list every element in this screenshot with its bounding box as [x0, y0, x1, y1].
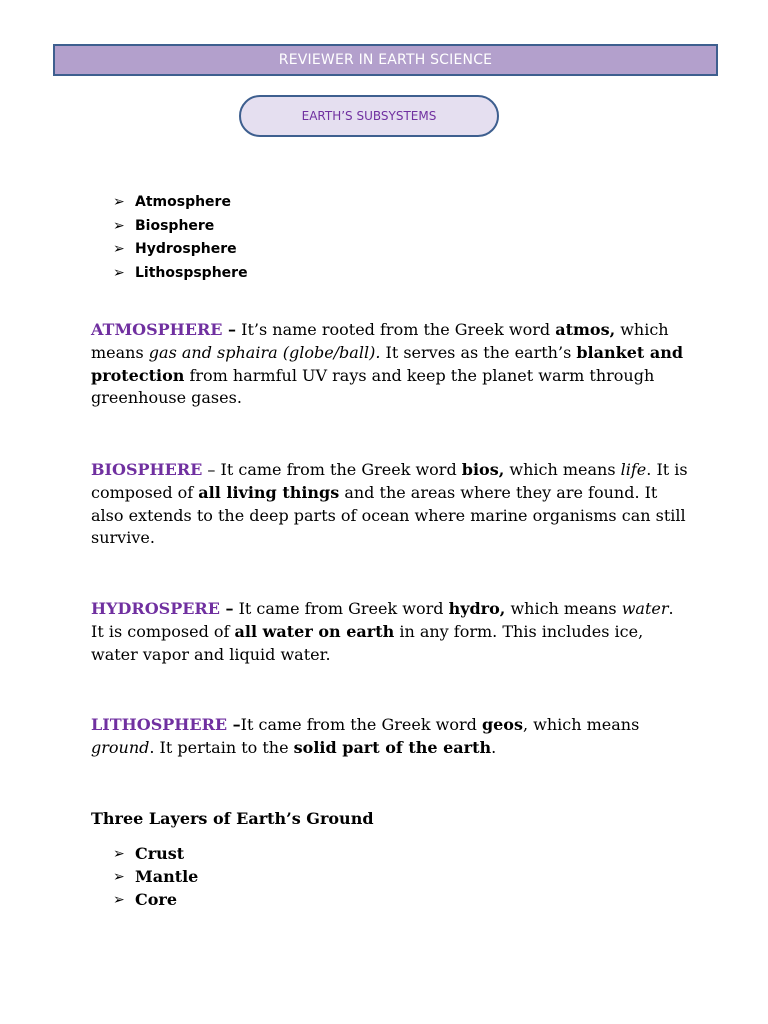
paragraph-text: in any form. This includes ice, water vapor and liquid water.: [91, 621, 644, 664]
arrow-bullet-icon: ➢: [113, 264, 125, 281]
bold-text: blanket and protection: [91, 342, 684, 385]
list-item-label: Lithospsphere: [135, 264, 248, 281]
list-item-label: Mantle: [135, 867, 199, 886]
lithosphere-term: LITHOSPHERE: [91, 715, 228, 734]
lithosphere-paragraph: [91, 714, 691, 760]
bold-text: bios,: [461, 460, 505, 479]
bold-text: geos: [481, 715, 523, 734]
paragraph-text: and the areas where they are found. It also extends to the deep parts of ocean where marine organisms can still survive.: [91, 482, 686, 548]
list-item-label: Hydrosphere: [135, 241, 237, 257]
arrow-bullet-icon: ➢: [113, 892, 125, 908]
term-dash: –: [222, 320, 237, 339]
list-item: [113, 192, 248, 216]
term-dash: –: [227, 715, 241, 734]
paragraph-text: It serves as the earth’s: [380, 342, 577, 362]
paragraph-text: It came from Greek word: [233, 599, 449, 618]
italic-text: ground: [91, 737, 150, 757]
hydrosphere-paragraph: [91, 598, 691, 666]
document-title-banner: REVIEWER IN EARTH SCIENCE: [53, 44, 718, 76]
list-item: [113, 889, 198, 912]
paragraph-text: – It came from the Greek word: [202, 460, 462, 479]
list-item-label: Crust: [135, 844, 185, 863]
hydrosphere-term: HYDROSPERE: [91, 599, 220, 618]
atmosphere-paragraph: [91, 319, 691, 410]
arrow-bullet-icon: ➢: [113, 194, 125, 210]
paragraph-text: from harmful UV rays and keep the planet warm through greenhouse gases.: [91, 365, 655, 408]
paragraph-text: which means: [504, 460, 621, 479]
paragraph-text: which means: [91, 320, 669, 362]
paragraph-text: . It pertain to the: [149, 737, 294, 757]
list-item: [113, 239, 248, 263]
paragraph-text: . It is composed of: [91, 599, 674, 641]
term-dash: –: [219, 599, 234, 618]
list-item-label: Core: [135, 890, 178, 909]
atmosphere-term: ATMOSPHERE: [91, 320, 223, 339]
layers-heading: Three Layers of Earth’s Ground: [91, 809, 374, 828]
arrow-bullet-icon: ➢: [113, 846, 125, 862]
list-item: [113, 216, 248, 240]
list-item-label: Biosphere: [135, 217, 215, 234]
paragraph-text: It’s name rooted from the Greek word: [236, 320, 556, 339]
arrow-bullet-icon: ➢: [113, 241, 125, 257]
biosphere-term: BIOSPHERE: [91, 460, 203, 479]
bold-text: all water on earth: [234, 621, 395, 641]
subtitle-pill: EARTH’S SUBSYSTEMS: [239, 95, 499, 137]
italic-text: gas and sphaira (globe/ball).: [148, 342, 381, 362]
bold-text: hydro,: [448, 599, 506, 618]
list-item: [113, 866, 198, 889]
list-item: [113, 843, 198, 866]
paragraph-text: which means: [505, 599, 622, 618]
list-item-label: Atmosphere: [135, 194, 231, 210]
paragraph-text: . It is composed of: [91, 460, 688, 502]
italic-text: life: [620, 460, 647, 479]
bold-text: atmos,: [555, 320, 616, 339]
bold-text: solid part of the earth: [293, 737, 492, 757]
bold-text: all living things: [198, 482, 340, 502]
arrow-bullet-icon: ➢: [113, 217, 125, 234]
subsystem-list: [113, 192, 248, 286]
list-item: [113, 263, 248, 287]
paragraph-text: .: [491, 737, 497, 757]
biosphere-paragraph: [91, 459, 691, 550]
layers-list: [113, 843, 198, 912]
paragraph-text: , which means: [522, 715, 640, 734]
italic-text: water: [621, 599, 669, 618]
paragraph-text: It came from the Greek word: [240, 715, 482, 734]
arrow-bullet-icon: ➢: [113, 869, 125, 885]
